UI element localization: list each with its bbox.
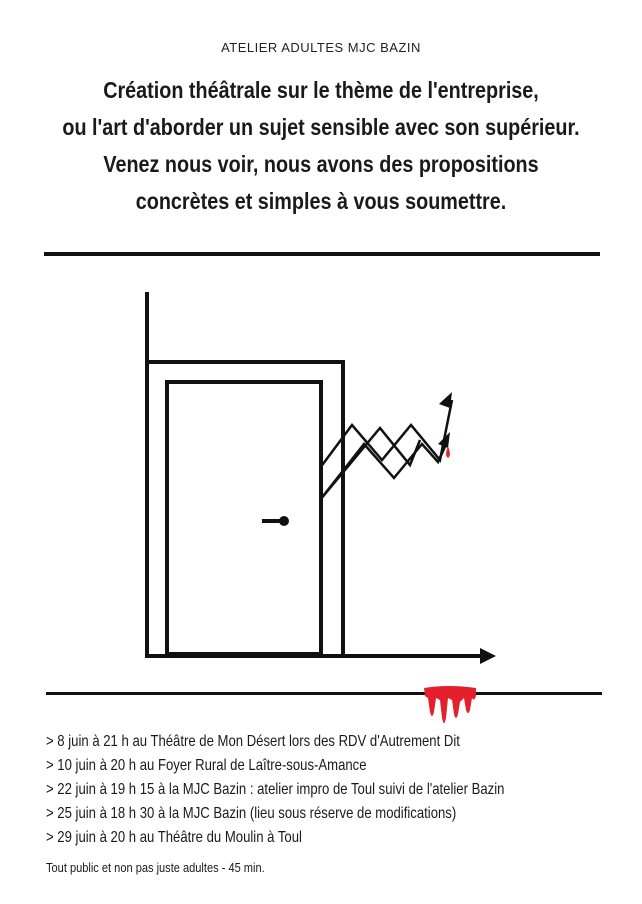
headline-line: concrètes et simples à vous soumettre. (135, 188, 507, 214)
door-escape-illustration (130, 280, 510, 670)
headline (45, 72, 597, 220)
blood-drip-icon (424, 686, 476, 723)
zigzag-arrow-mid (320, 440, 448, 500)
event-item: > 29 juin à 20 h au Théâtre du Moulin à Toul (46, 829, 302, 846)
kicker-title: ATELIER ADULTES MJC BAZIN (221, 40, 421, 55)
bottom-divider-with-blood (46, 684, 602, 734)
event-list (46, 730, 626, 850)
zigzag-arrowhead-upper (439, 392, 452, 408)
door-frame (147, 292, 343, 656)
event-item: > 22 juin à 19 h 15 à la MJC Bazin : atelier impro de Toul suivi de l'atelier Bazin (46, 781, 505, 798)
bottom-divider (46, 692, 602, 695)
event-item: > 25 juin à 18 h 30 à la MJC Bazin (lieu sous réserve de modifications) (46, 805, 457, 822)
headline-line: ou l'art d'aborder un sujet sensible avec son supérieur. (62, 114, 580, 140)
door-icon (167, 382, 321, 654)
headline-line: Venez nous voir, nous avons des propositions (103, 151, 539, 177)
event-item: > 8 juin à 21 h au Théâtre de Mon Désert lors des RDV d'Autrement Dit (46, 733, 460, 750)
zigzag-arrow-lower-b (320, 440, 392, 500)
headline-line: Création théâtrale sur le thème de l'entreprise, (103, 77, 539, 103)
event-item: > 10 juin à 20 h au Foyer Rural de Laître-sous-Amance (46, 757, 367, 774)
blood-drop-icon (446, 446, 450, 458)
audience-note: Tout public et non pas juste adultes - 45 min. (46, 860, 265, 875)
top-divider (44, 252, 600, 256)
door-knob (279, 516, 289, 526)
floor-arrowhead (480, 648, 496, 664)
